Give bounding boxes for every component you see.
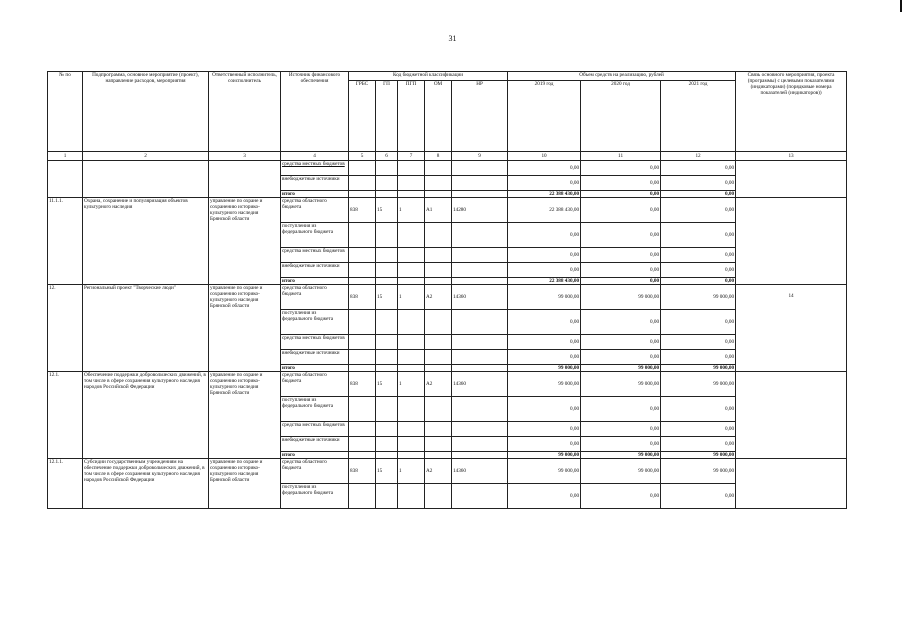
source-label: средства областного бюджета	[281, 459, 349, 484]
header-nr: НР	[452, 81, 508, 152]
source-label: средства областного бюджета	[281, 285, 349, 310]
code-grbs: 838	[349, 198, 376, 223]
source-label: итого	[281, 452, 349, 459]
source-label: итого	[281, 278, 349, 285]
code-nr	[452, 452, 508, 459]
code-gp	[376, 365, 398, 372]
amount-2020: 0,00	[581, 176, 661, 191]
code-pgp	[398, 310, 425, 335]
code-gp	[376, 176, 398, 191]
amount-2020: 99 000,00	[581, 365, 661, 372]
source-label: внебюджетные источники	[281, 176, 349, 191]
amount-2020: 0,00	[581, 263, 661, 278]
source-label: внебюджетные источники	[281, 350, 349, 365]
amount-2020: 0,00	[581, 335, 661, 350]
code-om: A2	[425, 459, 452, 484]
amount-2021: 0,00	[661, 278, 736, 285]
table-row	[48, 161, 847, 176]
table-row	[48, 372, 847, 397]
amount-2020: 0,00	[581, 397, 661, 422]
code-om	[425, 191, 452, 198]
code-gp	[376, 335, 398, 350]
code-gp	[376, 310, 398, 335]
code-nr	[452, 437, 508, 452]
column-number: 11	[581, 152, 661, 161]
source-label: средства местных бюджетов	[281, 422, 349, 437]
header-gp: ГП	[376, 81, 398, 152]
code-pgp	[398, 437, 425, 452]
code-grbs	[349, 452, 376, 459]
code-nr	[452, 310, 508, 335]
code-nr: 14280	[452, 198, 508, 223]
source-label: средства местных бюджетов	[281, 161, 349, 176]
amount-2020: 99 000,00	[581, 372, 661, 397]
source-label: средства местных бюджетов	[281, 335, 349, 350]
amount-2020: 0,00	[581, 198, 661, 223]
code-gp	[376, 437, 398, 452]
row-name: Субсидии государственным учреждениям на обеспечение поддержки добровольческих движений, в том числе в сфере сохранения культурного наследия народов Российской Федерации	[83, 459, 209, 509]
code-grbs: 838	[349, 459, 376, 484]
code-om	[425, 263, 452, 278]
column-number: 7	[398, 152, 425, 161]
code-grbs	[349, 191, 376, 198]
amount-2019: 22 388 430,00	[508, 198, 581, 223]
code-nr	[452, 422, 508, 437]
code-nr	[452, 191, 508, 198]
amount-2021: 99 000,00	[661, 365, 736, 372]
amount-2020: 0,00	[581, 223, 661, 248]
code-om	[425, 176, 452, 191]
code-gp	[376, 223, 398, 248]
code-om	[425, 350, 452, 365]
code-om	[425, 365, 452, 372]
link-indicator	[736, 459, 847, 509]
code-nr	[452, 365, 508, 372]
code-pgp	[398, 350, 425, 365]
amount-2020: 0,00	[581, 161, 661, 176]
amount-2019: 0,00	[508, 223, 581, 248]
column-number-row	[48, 152, 847, 161]
amount-2020: 0,00	[581, 278, 661, 285]
code-pgp	[398, 484, 425, 509]
code-nr: 14360	[452, 459, 508, 484]
code-grbs	[349, 335, 376, 350]
code-nr	[452, 484, 508, 509]
source-label: поступления из федерального бюджета	[281, 310, 349, 335]
code-om	[425, 422, 452, 437]
code-gp	[376, 248, 398, 263]
amount-2020: 0,00	[581, 437, 661, 452]
table-row	[48, 459, 847, 484]
code-grbs	[349, 365, 376, 372]
source-label: поступления из федерального бюджета	[281, 397, 349, 422]
budget-table	[47, 71, 847, 509]
code-om	[425, 335, 452, 350]
source-label: средства областного бюджета	[281, 198, 349, 223]
code-gp: 15	[376, 372, 398, 397]
header-om: ОМ	[425, 81, 452, 152]
amount-2021: 0,00	[661, 397, 736, 422]
amount-2021: 0,00	[661, 422, 736, 437]
amount-2021: 99 000,00	[661, 459, 736, 484]
amount-2019: 0,00	[508, 161, 581, 176]
code-nr	[452, 278, 508, 285]
code-gp	[376, 278, 398, 285]
code-pgp	[398, 248, 425, 263]
code-nr: 14360	[452, 285, 508, 310]
row-number: 12.1.1.	[48, 459, 83, 509]
row-number: 11.1.1.	[48, 198, 83, 285]
code-om: A1	[425, 198, 452, 223]
code-pgp: 1	[398, 459, 425, 484]
row-responsible: управление по охране и сохранению историко-культурного наследия Брянской области	[209, 285, 281, 372]
code-om	[425, 452, 452, 459]
code-pgp	[398, 422, 425, 437]
code-nr	[452, 223, 508, 248]
code-gp: 15	[376, 198, 398, 223]
column-number: 10	[508, 152, 581, 161]
code-om	[425, 223, 452, 248]
table-row	[48, 285, 847, 310]
code-gp	[376, 263, 398, 278]
amount-2021: 0,00	[661, 223, 736, 248]
code-grbs: 838	[349, 285, 376, 310]
link-indicator	[736, 372, 847, 459]
code-grbs	[349, 437, 376, 452]
code-grbs	[349, 484, 376, 509]
code-grbs	[349, 397, 376, 422]
code-pgp	[398, 335, 425, 350]
amount-2021: 0,00	[661, 437, 736, 452]
header-no: № по	[48, 72, 83, 152]
source-label: внебюджетные источники	[281, 263, 349, 278]
code-grbs	[349, 263, 376, 278]
code-gp	[376, 484, 398, 509]
source-label: средства областного бюджета	[281, 372, 349, 397]
amount-2020: 99 000,00	[581, 452, 661, 459]
header-link: Связь основного мероприятия, проекта (программы) с целевыми показателями (индикаторами) (порядковые номера показателей (индикаторов))	[736, 72, 847, 152]
amount-2020: 99 000,00	[581, 459, 661, 484]
code-grbs	[349, 176, 376, 191]
amount-2021: 99 000,00	[661, 285, 736, 310]
code-pgp	[398, 452, 425, 459]
header-pgp: ПГП	[398, 81, 425, 152]
column-number: 9	[452, 152, 508, 161]
link-indicator	[736, 198, 847, 285]
code-nr	[452, 397, 508, 422]
amount-2021: 0,00	[661, 176, 736, 191]
code-gp	[376, 422, 398, 437]
header-2021: 2021 год	[661, 81, 736, 152]
amount-2019: 0,00	[508, 310, 581, 335]
code-om	[425, 397, 452, 422]
source-label: поступления из федерального бюджета	[281, 223, 349, 248]
code-om	[425, 161, 452, 176]
code-pgp	[398, 176, 425, 191]
code-om	[425, 278, 452, 285]
amount-2019: 0,00	[508, 263, 581, 278]
amount-2021: 0,00	[661, 161, 736, 176]
code-gp	[376, 350, 398, 365]
column-number: 5	[349, 152, 376, 161]
amount-2020: 99 000,00	[581, 285, 661, 310]
amount-2019: 99 000,00	[508, 372, 581, 397]
amount-2019: 0,00	[508, 335, 581, 350]
code-om	[425, 248, 452, 263]
code-nr	[452, 350, 508, 365]
code-pgp: 1	[398, 198, 425, 223]
amount-2019: 22 388 430,00	[508, 191, 581, 198]
amount-2021: 0,00	[661, 484, 736, 509]
header-grbs: ГРБС	[349, 81, 376, 152]
source-label: средства местных бюджетов	[281, 248, 349, 263]
amount-2020: 0,00	[581, 310, 661, 335]
row-name: Обеспечение поддержки добровольческих движений, в том числе в сфере сохранения культурного наследия народов Российской Федерации	[83, 372, 209, 459]
code-pgp: 1	[398, 285, 425, 310]
page-number: 31	[448, 34, 457, 43]
amount-2020: 0,00	[581, 350, 661, 365]
amount-2019: 22 388 430,00	[508, 278, 581, 285]
header-2019: 2019 год	[508, 81, 581, 152]
code-om	[425, 310, 452, 335]
code-gp: 15	[376, 285, 398, 310]
row-name: Охрана, сохранение и популяризация объектов культурного наследия	[83, 198, 209, 285]
code-grbs	[349, 161, 376, 176]
source-label: внебюджетные источники	[281, 437, 349, 452]
amount-2019: 0,00	[508, 248, 581, 263]
code-om	[425, 437, 452, 452]
column-number: 3	[209, 152, 281, 161]
amount-2020: 0,00	[581, 484, 661, 509]
code-grbs	[349, 350, 376, 365]
amount-2021: 0,00	[661, 191, 736, 198]
code-gp	[376, 161, 398, 176]
source-label: итого	[281, 191, 349, 198]
header-responsible: Ответственный исполнитель, соисполнитель	[209, 72, 281, 152]
amount-2021: 0,00	[661, 198, 736, 223]
amount-2019: 99 000,00	[508, 365, 581, 372]
amount-2019: 99 000,00	[508, 285, 581, 310]
amount-2019: 0,00	[508, 437, 581, 452]
amount-2019: 0,00	[508, 350, 581, 365]
code-nr	[452, 248, 508, 263]
code-grbs	[349, 278, 376, 285]
column-number: 6	[376, 152, 398, 161]
code-gp	[376, 452, 398, 459]
column-number: 2	[83, 152, 209, 161]
code-pgp	[398, 191, 425, 198]
column-number: 1	[48, 152, 83, 161]
amount-2021: 0,00	[661, 335, 736, 350]
code-nr	[452, 176, 508, 191]
row-responsible: управление по охране и сохранению историко-культурного наследия Брянской области	[209, 372, 281, 459]
header-code: Код бюджетной классификации	[349, 72, 508, 81]
code-pgp	[398, 278, 425, 285]
amount-2020: 0,00	[581, 191, 661, 198]
link-indicator: 14	[736, 285, 847, 372]
amount-2021: 0,00	[661, 263, 736, 278]
amount-2020: 0,00	[581, 422, 661, 437]
code-nr	[452, 263, 508, 278]
code-grbs	[349, 223, 376, 248]
code-gp: 15	[376, 459, 398, 484]
code-pgp	[398, 223, 425, 248]
amount-2021: 0,00	[661, 310, 736, 335]
amount-2021: 99 000,00	[661, 372, 736, 397]
header-name: Подпрограмма, основное мероприятие (проект), направление расходов, мероприятия	[83, 72, 209, 152]
code-nr	[452, 335, 508, 350]
code-pgp	[398, 161, 425, 176]
code-grbs	[349, 310, 376, 335]
header-2020: 2020 год	[581, 81, 661, 152]
source-label: итого	[281, 365, 349, 372]
code-gp	[376, 397, 398, 422]
row-name	[83, 161, 209, 198]
amount-2019: 0,00	[508, 176, 581, 191]
code-om	[425, 484, 452, 509]
row-number: 12.1.	[48, 372, 83, 459]
code-om: A2	[425, 285, 452, 310]
code-om: A2	[425, 372, 452, 397]
amount-2019: 99 000,00	[508, 452, 581, 459]
row-responsible	[209, 161, 281, 198]
column-number: 12	[661, 152, 736, 161]
amount-2021: 0,00	[661, 350, 736, 365]
amount-2019: 0,00	[508, 484, 581, 509]
column-number: 4	[281, 152, 349, 161]
source-label: поступления из федерального бюджета	[281, 484, 349, 509]
table-row	[48, 198, 847, 223]
row-number	[48, 161, 83, 198]
column-number: 8	[425, 152, 452, 161]
code-pgp	[398, 365, 425, 372]
amount-2019: 0,00	[508, 422, 581, 437]
code-grbs: 838	[349, 372, 376, 397]
row-responsible: управление по охране и сохранению историко-культурного наследия Брянской области	[209, 459, 281, 509]
amount-2019: 0,00	[508, 397, 581, 422]
amount-2021: 99 000,00	[661, 452, 736, 459]
code-pgp	[398, 263, 425, 278]
column-number: 13	[736, 152, 847, 161]
row-name: Региональный проект "Творческие люди"	[83, 285, 209, 372]
code-nr: 14360	[452, 372, 508, 397]
link-indicator	[736, 161, 847, 198]
amount-2019: 99 000,00	[508, 459, 581, 484]
code-gp	[376, 191, 398, 198]
header-volume: Объем средств на реализацию, рублей	[508, 72, 736, 81]
code-pgp: 1	[398, 372, 425, 397]
page-edge-mark	[900, 0, 902, 12]
row-number: 12.	[48, 285, 83, 372]
code-nr	[452, 161, 508, 176]
amount-2021: 0,00	[661, 248, 736, 263]
code-grbs	[349, 422, 376, 437]
amount-2020: 0,00	[581, 248, 661, 263]
header-source: Источник финансового обеспечения	[281, 72, 349, 152]
code-grbs	[349, 248, 376, 263]
code-pgp	[398, 397, 425, 422]
row-responsible: управление по охране и сохранению историко-культурного наследия Брянской области	[209, 198, 281, 285]
